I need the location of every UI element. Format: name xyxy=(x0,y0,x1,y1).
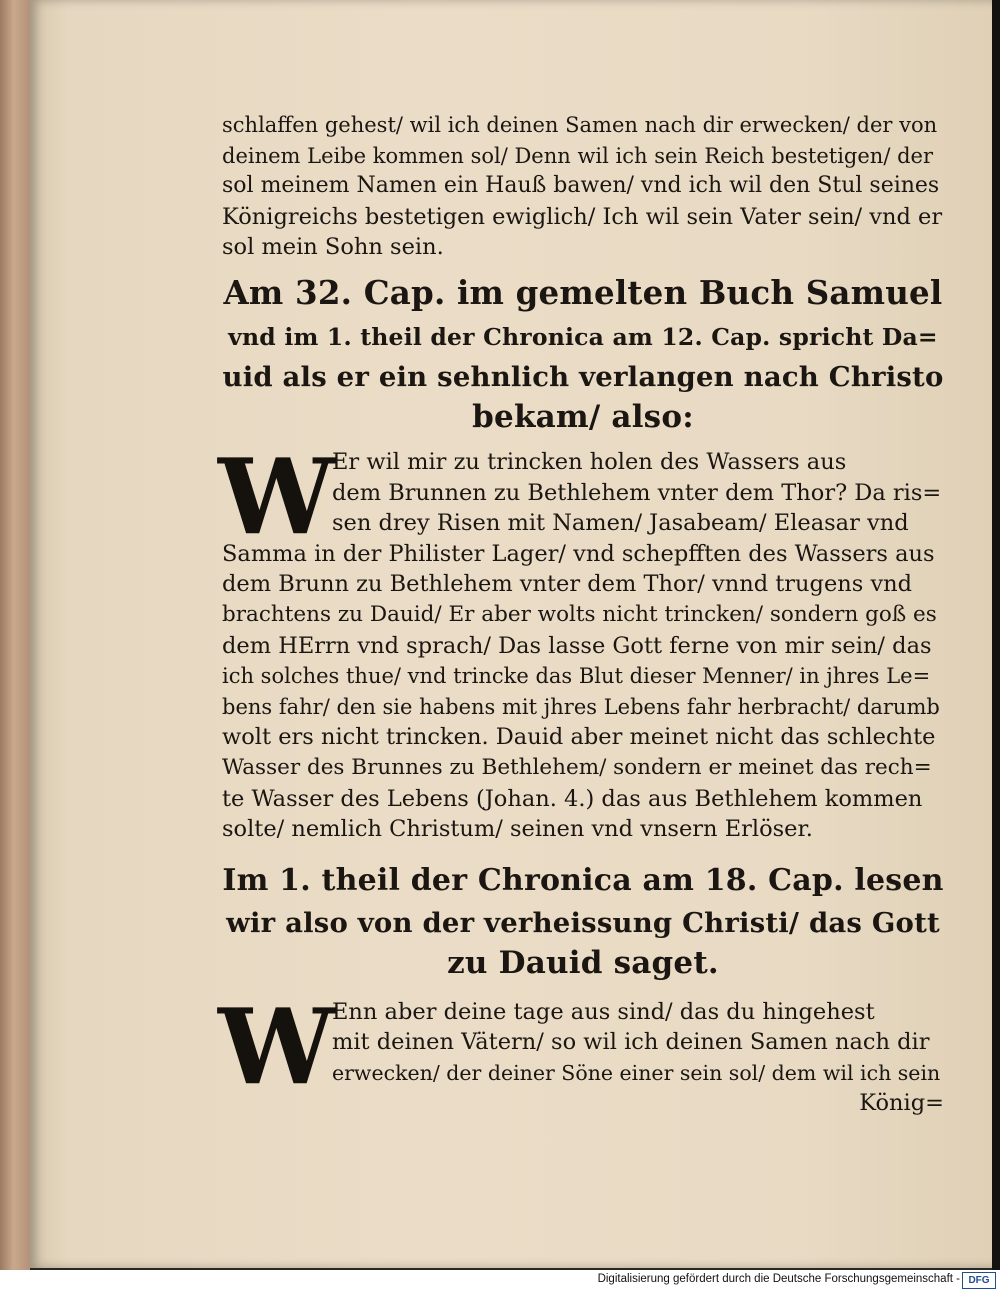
page-text xyxy=(218,110,944,1119)
heading-line: wir also von der verheissung Christi/ das Gott xyxy=(226,906,940,939)
heading-line: bekam/ also: xyxy=(472,398,694,435)
decorated-initial: W xyxy=(218,984,335,1108)
text-line: erwecken/ der deiner Söne einer sein sol/ dem wil ich sein xyxy=(332,1060,941,1085)
text-line: sol mein Sohn sein. xyxy=(222,234,444,261)
text-line: dem Brunn zu Bethlehem vnter dem Thor/ vnnd trugens vnd xyxy=(222,571,913,598)
heading-line: zu Dauid saget. xyxy=(447,944,719,981)
section-heading-1 xyxy=(222,269,944,437)
decorated-initial: W xyxy=(218,434,335,558)
heading-line: Im 1. theil der Chronica am 18. Cap. lesen xyxy=(222,862,944,898)
text-line: wolt ers nicht trincken. Dauid aber meinet nicht das schlechte xyxy=(222,724,936,751)
text-line: Königreichs bestetigen ewiglich/ Ich wil sein Vater sein/ vnd er xyxy=(222,203,943,230)
footer-bar xyxy=(0,1270,1000,1290)
text-line: Enn aber deine tage aus sind/ das du hingehest xyxy=(332,998,875,1025)
text-line: deinem Leibe kommen sol/ Denn wil ich sein Reich bestetigen/ der xyxy=(222,143,933,168)
text-line: solte/ nemlich Christum/ seinen vnd vnsern Erlöser. xyxy=(222,816,813,843)
heading-line: Am 32. Cap. im gemelten Buch Samuel xyxy=(223,272,943,312)
section-heading-2 xyxy=(222,859,944,983)
book-gutter xyxy=(0,0,30,1270)
paragraph-1 xyxy=(222,110,944,263)
funding-note: Digitalisierung gefördert durch die Deutsche Forschungsgemeinschaft - xyxy=(597,1273,960,1285)
text-line: te Wasser des Lebens (Johan. 4.) das aus Bethlehem kommen xyxy=(222,785,923,812)
text-line: dem HErrn vnd sprach/ Das lasse Gott ferne von mir sein/ das xyxy=(222,632,932,659)
heading-line: vnd im 1. theil der Chronica am 12. Cap. spricht Da= xyxy=(228,322,938,351)
heading-line: uid als er ein sehnlich verlangen nach Christo xyxy=(222,360,944,393)
text-line: mit deinen Vätern/ so wil ich deinen Samen nach dir xyxy=(332,1029,930,1056)
text-line: dem Brunnen zu Bethlehem vnter dem Thor? Da ris= xyxy=(332,479,942,506)
text-line: sol meinem Namen ein Hauß bawen/ vnd ich wil den Stul seines xyxy=(222,173,940,199)
dfg-logo: DFG xyxy=(962,1272,996,1289)
text-line: ich solches thue/ vnd trincke das Blut dieser Menner/ in jhres Le= xyxy=(222,664,931,689)
page-edge xyxy=(992,0,1000,1270)
text-line: Samma in der Philister Lager/ vnd schepfften des Wassers aus xyxy=(222,540,935,567)
text-line: sen drey Risen mit Namen/ Jasabeam/ Eleasar vnd xyxy=(332,510,909,537)
text-line: schlaffen gehest/ wil ich deinen Samen nach dir erwecken/ der von xyxy=(222,113,938,137)
text-line: Er wil mir zu trincken holen des Wassers aus xyxy=(332,448,847,475)
text-line: Wasser des Brunnes zu Bethlehem/ sondern er meinet das rech= xyxy=(222,754,932,780)
paragraph-2 xyxy=(218,434,944,845)
text-line: bens fahr/ den sie habens mit jhres Lebens fahr herbracht/ darumb xyxy=(222,694,940,719)
catchword: König= xyxy=(859,1090,944,1117)
text-line: brachtens zu Dauid/ Er aber wolts nicht trincken/ sondern goß es xyxy=(222,601,937,627)
